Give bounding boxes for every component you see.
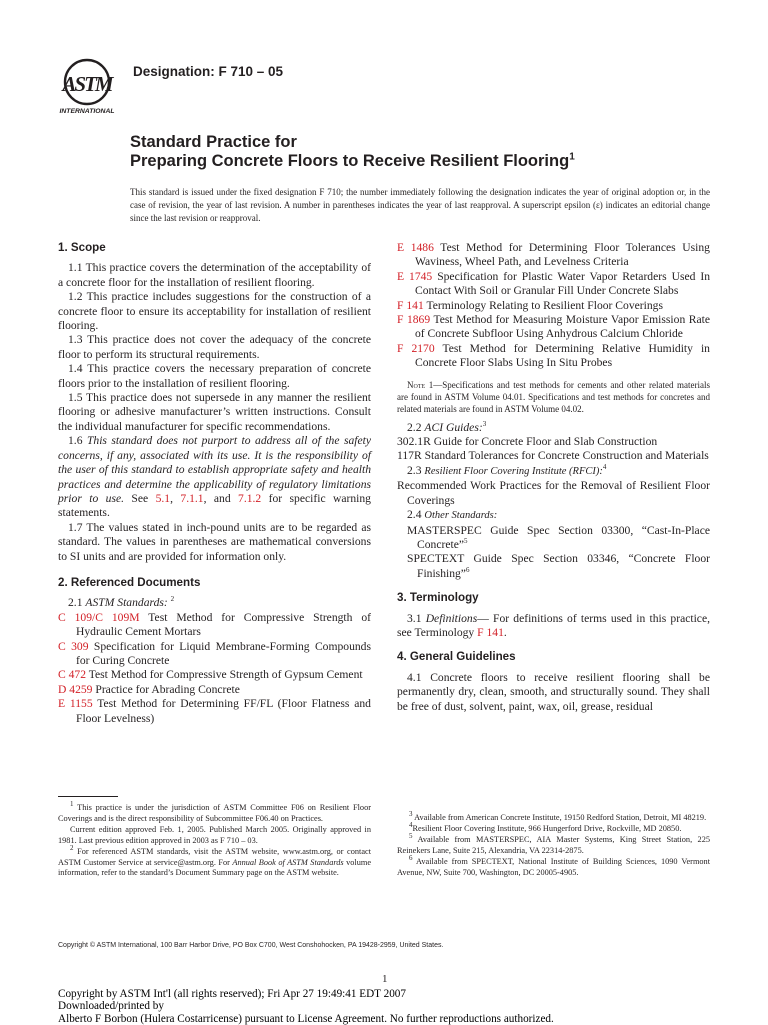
ref-link[interactable]: F 2170 xyxy=(397,341,435,355)
ref-item: C 309 Specification for Liquid Membrane-Forming Compounds for Curing Concrete xyxy=(58,639,371,667)
title-line1: Standard Practice for xyxy=(130,133,297,151)
right-column xyxy=(397,241,710,714)
copyright-line: Copyright © ASTM International, 100 Barr Harbor Drive, PO Box C700, West Conshohocken, PA 19428-2959, United States. xyxy=(58,942,444,949)
footnotes-right xyxy=(397,810,710,878)
ref-link[interactable]: E 1486 xyxy=(397,241,434,254)
designation: Designation: F 710 – 05 xyxy=(133,64,284,79)
ref-link[interactable]: C 109/C 109M xyxy=(58,610,140,624)
other-label: 2.4 Other Standards: xyxy=(407,508,498,522)
ref-link[interactable]: E 1155 xyxy=(58,697,93,711)
ref-item: F 2170 Test Method for Determining Relative Humidity in Concrete Floor Slabs Using In Situ Probes xyxy=(397,341,710,370)
scope-1-3: 1.3 This practice does not cover the adequacy of the concrete floor to perform its structural requirements. xyxy=(58,333,371,361)
footnote-5: $^5$ Available from MASTERSPEC, AIA Master Systems, King Street Station, 225 Reinekers Lane, Suite 215, Alexandria, VA 22314-2875. xyxy=(397,832,710,855)
terminology-3-1: 3.1 Definitions— For definitions of terms used in this practice, see Terminology F 141. xyxy=(397,611,710,639)
other-item: SPECTEXT Guide Spec Section 03346, “Concrete Floor Finishing”$^6$ xyxy=(407,552,710,580)
intro-paragraph: This standard is issued under the fixed designation F 710; the number immediately following the designation indicates the year of original adoption or, in the case of revision, the year of last revision. A number in parentheses indicates the year of last reapproval. A superscript epsilon (ε) indicates an editorial change since the last revision or reapproval. xyxy=(130,187,710,223)
ref-link[interactable]: F 1869 xyxy=(397,313,431,327)
ref-link[interactable]: F 141 xyxy=(397,298,424,312)
footnote-1b: Current edition approved Feb. 1, 2005. Published March 2005. Originally approved in 1981. Last previous edition approved in 2003 as F 710 – 03. xyxy=(58,824,371,845)
guidelines-4-1: 4.1 Concrete floors to receive resilient flooring shall be permanently dry, clean, smooth, and structurally sound. They shall be free of dust, solvent, paint, wax, oil, grease, residual xyxy=(397,670,710,713)
ref-link[interactable]: E 1745 xyxy=(397,269,433,283)
logo-letters: ASTM xyxy=(62,72,112,96)
footnote-4: $^4$Resilient Floor Covering Institute, 966 Hungerford Drive, Rockville, MD 20850. xyxy=(409,821,682,833)
terminology-heading: 3. Terminology xyxy=(397,591,479,605)
scope-1-5: 1.5 This practice does not supersede in any manner the resilient flooring or adhesive manufacturer’s written instructions. Consult the individual manufacturer for specific recommendations. xyxy=(58,391,371,433)
astm-standards-label: 2.1 ASTM Standards: $^2$ xyxy=(68,595,175,610)
rfci-label: 2.3 Resilient Floor Covering Institute (RFCI):$^4$ xyxy=(407,463,607,477)
refdocs-heading: 2. Referenced Documents xyxy=(58,575,201,589)
footnote-6: $^6$ Available from SPECTEXT, National Institute of Building Sciences, 1090 Vermont Avenue, NW, Suite 700, Washington, DC 20005-4905. xyxy=(397,853,710,877)
astm-logo-icon xyxy=(57,56,123,118)
aci-item: 117R Standard Tolerances for Concrete Construction and Materials xyxy=(397,449,709,463)
link-7-1-1[interactable]: 7.1.1 xyxy=(180,491,204,505)
footnote-2: $^2$ For referenced ASTM standards, visit the ASTM website, www.astm.org, or contact ASTM Customer Service at service@astm.org. For Annual Book of ASTM Standards volume information, refer to the standard’s Document Summary page on the ASTM website. xyxy=(58,843,371,878)
scope-1-6: 1.6 This standard does not purport to address all of the safety concerns, if any, associated with its use. It is the responsibility of the user of this standard to establish appropriate safety and health practices and determine the applicability of regulatory limitations prior to use. See 5.1, 7.1.1, and 7.1.2 for specific warning statements. xyxy=(58,434,371,520)
ref-item: E 1155 Test Method for Determining FF/FL (Floor Flatness and Floor Levelness) xyxy=(58,697,371,725)
ref-link[interactable]: C 472 xyxy=(58,668,87,682)
note-1: Note 1—Specifications and test methods for cements and other related materials are found in ASTM Volume 04.01. Specifications and test methods for concretes and related materials are found in ASTM Volume 04.02. xyxy=(397,379,710,414)
astm-logo xyxy=(57,56,123,118)
link-f141[interactable]: F 141 xyxy=(477,625,504,639)
left-column xyxy=(58,241,371,726)
footnotes-left xyxy=(58,796,371,879)
page-number: 1 xyxy=(382,973,388,985)
ref-item: E 1745 Specification for Plastic Water Vapor Retarders Used In Contact With Soil or Granular Fill Under Concrete Slabs xyxy=(397,269,711,298)
aci-item: 302.1R Guide for Concrete Floor and Slab Construction xyxy=(397,435,658,449)
ref-item: C 109/C 109M Test Method for Compressive Strength of Hydraulic Cement Mortars xyxy=(58,610,371,639)
logo-caption: INTERNATIONAL xyxy=(59,108,115,115)
footnote-1: $^1$ This practice is under the jurisdiction of ASTM Committee F06 on Resilient Floor Coverings and is the direct responsibility of Subcommittee F06.40 on Practices. xyxy=(58,800,371,823)
title-line2: Preparing Concrete Floors to Receive Resilient Flooring$^1$ xyxy=(130,151,575,170)
ref-item: D 4259 Practice for Abrading Concrete xyxy=(58,682,240,696)
ref-link[interactable]: C 309 xyxy=(58,639,89,653)
other-item: MASTERSPEC Guide Spec Section 03300, “Cast-In-Place Concrete”$^5$ xyxy=(407,523,710,551)
ref-item: C 472 Test Method for Compressive Strength of Gypsum Cement xyxy=(58,668,363,682)
ref-item: F 1869 Test Method for Measuring Moisture Vapor Emission Rate of Concrete Subfloor Using Anhydrous Calcium Chloride xyxy=(397,313,710,341)
scope-1-7: 1.7 The values stated in inch-pound units are to be regarded as standard. The values in parentheses are mathematical conversions to SI units and are provided for information only. xyxy=(58,520,371,563)
footnote-3: $^3$ Available from American Concrete Institute, 19150 Redford Station, Detroit, MI 48219. xyxy=(409,810,707,822)
guidelines-heading: 4. General Guidelines xyxy=(397,650,516,664)
link-5-1[interactable]: 5.1 xyxy=(155,491,171,505)
aci-label: 2.2 ACI Guides:$^3$ xyxy=(407,419,487,434)
download-stamp: Copyright by ASTM Int'l (all rights reserved); Fri Apr 27 19:49:41 EDT 2007 Downloaded/printed by Alberto F Borbon (Hulera Costarricense) pursuant to License Agreement. No further reproductions authorized. xyxy=(58,988,554,1025)
scope-1-4: 1.4 This practice covers the necessary preparation of concrete floors prior to the installation of resilient flooring. xyxy=(58,362,371,390)
ref-item: F 141 Terminology Relating to Resilient Floor Coverings xyxy=(397,298,663,312)
rfci-item: Recommended Work Practices for the Removal of Resilient Floor Coverings xyxy=(397,479,710,507)
ref-item: E 1486 Test Method for Determining Floor Tolerances Using Waviness, Wheel Path, and Levelness Criteria xyxy=(397,241,710,269)
link-7-1-2[interactable]: 7.1.2 xyxy=(238,491,262,505)
scope-1-1: 1.1 This practice covers the determination of the acceptability of a concrete floor for the installation of resilient flooring. xyxy=(58,261,371,289)
scope-heading: 1. Scope xyxy=(58,241,106,254)
ref-link[interactable]: D 4259 xyxy=(58,682,93,696)
scope-1-2: 1.2 This practice includes suggestions for the construction of a concrete floor to ensure its acceptability for installation of resilient flooring. xyxy=(58,290,371,333)
